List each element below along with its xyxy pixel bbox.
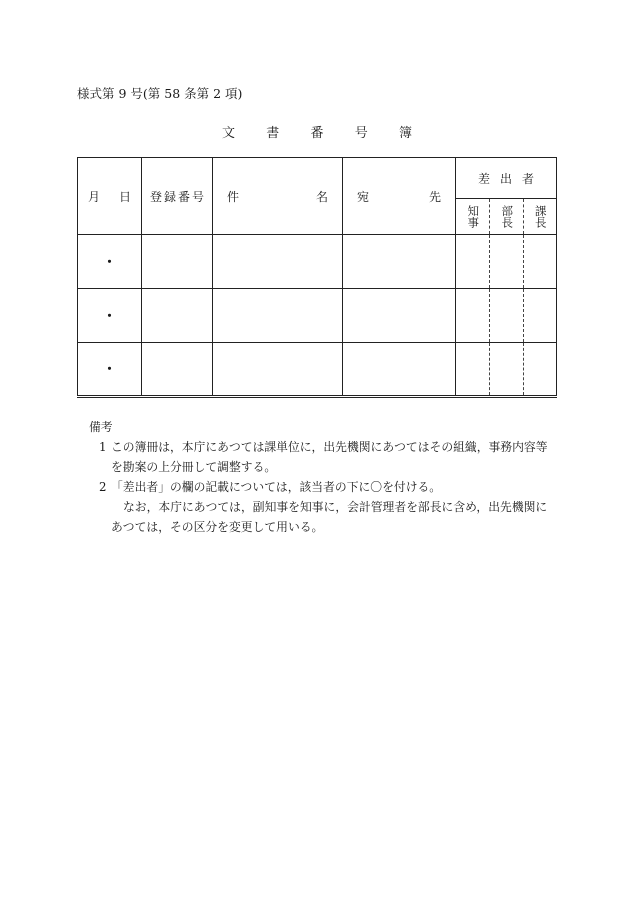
governor-cell [456,235,490,289]
addressee-cell [343,343,456,397]
note-number: 2 [99,480,107,494]
subject-cell [213,235,343,289]
notes-section [77,417,557,537]
register-table [77,157,557,398]
title-char: 番 [310,126,324,141]
addressee-header-char: 宛 [357,189,370,204]
date-header-char: 日 [118,189,131,204]
title-char: 号 [354,126,368,141]
table-row [78,289,557,343]
document-title [222,122,412,141]
header-row [78,158,557,199]
date-cell: ・ [78,343,142,397]
addressee-cell [343,235,456,289]
section-chief-cell [524,343,557,397]
sender-header-char: 者 [521,171,534,186]
note-text: 「差出者」の欄の記載については，該当者の下に〇を付ける。 [111,480,442,494]
date-header-char: 月 [88,189,101,204]
note-number: 1 [99,440,107,454]
registration-number-header [142,158,213,235]
note-continuation: なお，本庁にあつては，副知事を知事に，会計管理者を部長に含め，出先機関にあつては，その区分を変更して用いる。 [111,500,548,534]
note-item [77,477,557,497]
addressee-header-char: 先 [428,189,441,204]
subject-header-char: 件 [227,189,240,204]
reg-header-char: 録 [163,189,176,204]
date-cell: ・ [78,289,142,343]
director-header: 部長 [490,199,524,235]
sender-header [456,158,557,199]
governor-header: 知事 [456,199,490,235]
date-header [78,158,142,235]
title-char: 文 [222,126,236,141]
sender-header-char: 差 [478,171,491,186]
reg-header-char: 番 [177,189,190,204]
subject-header-char: 名 [315,189,328,204]
addressee-header [343,158,456,235]
notes-title: 備考 [89,420,113,434]
subject-cell [213,289,343,343]
subject-header [213,158,343,235]
date-cell: ・ [78,235,142,289]
registration-number-cell [142,343,213,397]
section-chief-cell [524,235,557,289]
registration-number-cell [142,289,213,343]
section-chief-cell [524,289,557,343]
note-item [77,437,557,477]
addressee-cell [343,289,456,343]
governor-cell [456,289,490,343]
title-char: 書 [266,126,280,141]
reg-header-char: 号 [191,189,204,204]
table-row [78,343,557,397]
director-cell [490,235,524,289]
sender-header-char: 出 [499,171,512,186]
governor-cell [456,343,490,397]
form-number: 様式第 9 号(第 58 条第 2 項) [77,86,243,101]
table-row [78,235,557,289]
subject-cell [213,343,343,397]
director-cell [490,289,524,343]
reg-header-char: 登 [150,189,163,204]
director-cell [490,343,524,397]
title-char: 簿 [398,126,412,141]
section-chief-header: 課長 [524,199,557,235]
registration-number-cell [142,235,213,289]
note-text: この簿冊は，本庁にあつては課単位に，出先機関にあつてはその組織，事務内容等を勘案の上分冊して調整する。 [111,440,548,474]
